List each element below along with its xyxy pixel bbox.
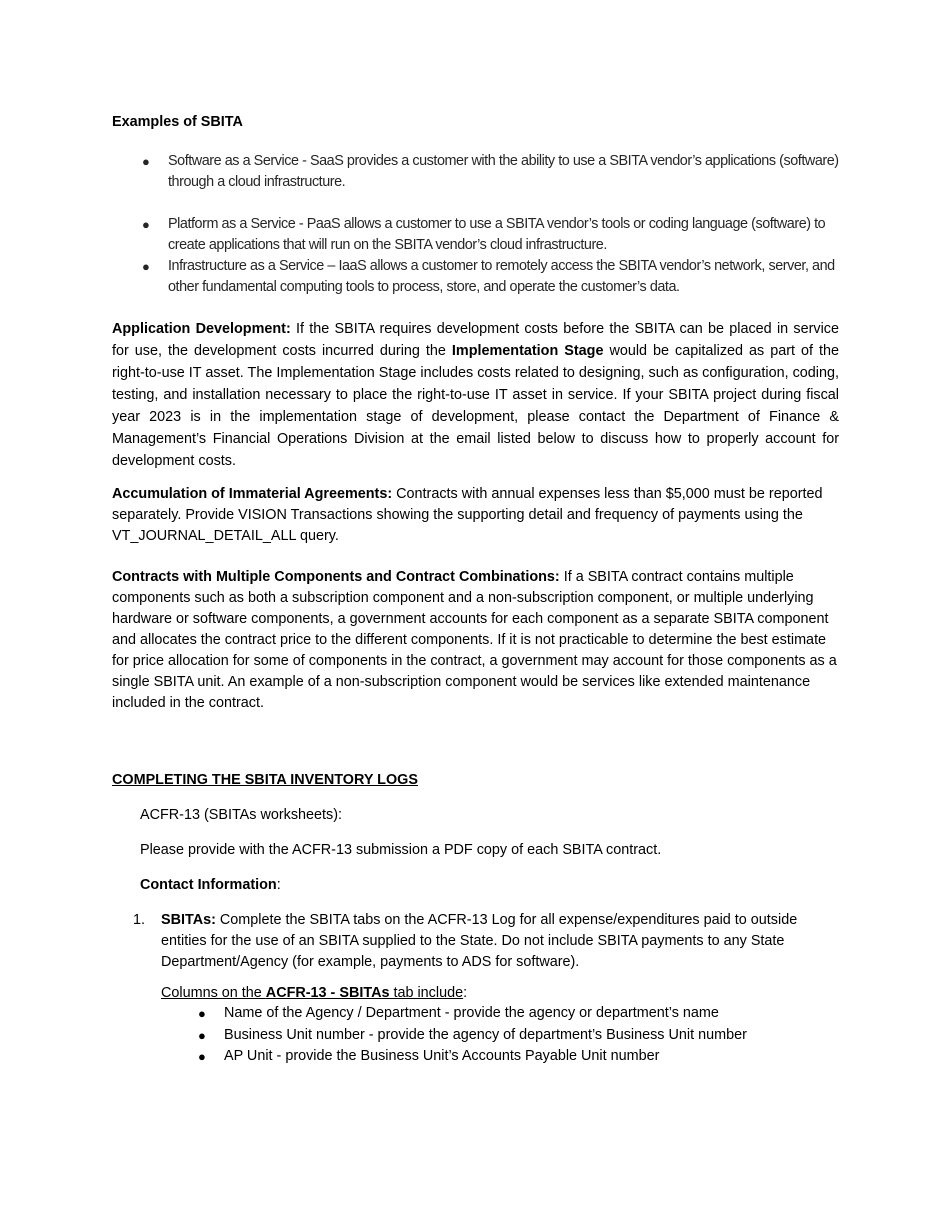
- columns-caption: [112, 983, 839, 1003]
- examples-heading: Examples of SBITA: [112, 114, 243, 130]
- list-item: [112, 1003, 839, 1025]
- contact-information-label: Contact Information: [140, 877, 277, 893]
- bullet-icon: ●: [198, 1027, 206, 1043]
- bullet-icon: ●: [198, 1049, 206, 1064]
- document-page: [112, 112, 839, 1068]
- list-item-text: Software as a Service - SaaS provides a customer with the ability to use a SBITA vendor’s applications (software) through a cloud infrastructure.: [168, 153, 839, 190]
- paragraph-text: If the SBITA requires development costs before the SBITA can be placed in service for use, the development costs incurred during the: [112, 321, 839, 359]
- colon-text: :: [463, 985, 468, 1001]
- sbitas-label: SBITAs:: [161, 912, 216, 928]
- bullet-icon: ●: [198, 1006, 206, 1021]
- immaterial-agreements-paragraph: [112, 484, 839, 547]
- columns-caption-suffix: tab include: [389, 985, 464, 1001]
- application-development-label: Application Development:: [112, 321, 291, 337]
- inventory-logs-heading: COMPLETING THE SBITA INVENTORY LOGS: [112, 772, 418, 788]
- acfr-13-line: ACFR-13 (SBITAs worksheets):: [140, 807, 343, 823]
- columns-caption-tab-name: ACFR-13 - SBITAs: [265, 985, 390, 1001]
- multiple-components-paragraph: [112, 567, 839, 714]
- columns-caption-prefix: Columns on the: [161, 985, 266, 1001]
- multiple-components-label: Contracts with Multiple Components and Contract Combinations:: [112, 569, 560, 585]
- paragraph-text: Contracts with annual expenses less than $5,000 must be reported separately. Provide VISION Transactions showing the supporting detail and frequency of payments using the VT_JOURNAL_DETAIL_ALL query.: [112, 486, 823, 544]
- item-number: 1.: [133, 912, 146, 928]
- list-item-text: Platform as a Service - PaaS allows a customer to use a SBITA vendor’s tools or coding language (software) to create applications that will run on the SBITA vendor’s cloud infrastructure.: [168, 216, 826, 253]
- colon-text: :: [276, 877, 281, 893]
- list-item-text: Business Unit number - provide the agency of department’s Business Unit number: [224, 1026, 747, 1043]
- paragraph-text: Complete the SBITA tabs on the ACFR-13 Log for all expense/expenditures paid to outside entities for the use of an SBITA supplied to the State. Do not include SBITA payments to any State Department/Agency (for example, payments to ADS for software).: [161, 912, 798, 970]
- bullet-icon: ●: [142, 154, 150, 169]
- list-item: [112, 256, 839, 298]
- pdf-copy-line: Please provide with the ACFR-13 submission a PDF copy of each SBITA contract.: [140, 842, 662, 858]
- examples-list: [112, 151, 839, 298]
- bullet-icon: ●: [142, 217, 150, 232]
- list-item: [112, 1025, 839, 1047]
- list-item: [112, 1046, 839, 1068]
- list-item-text: Infrastructure as a Service – IaaS allows a customer to remotely access the SBITA vendor’s network, server, and other fundamental computing tools to process, store, and operate the customer’s data.: [168, 258, 835, 295]
- implementation-stage-term: Implementation Stage: [451, 343, 604, 359]
- list-item: [112, 151, 839, 193]
- application-development-paragraph: [112, 318, 839, 472]
- list-item-text: Name of the Agency / Department - provide the agency or department’s name: [224, 1005, 719, 1021]
- paragraph-text: If a SBITA contract contains multiple components such as both a subscription component and a non-subscription component, or multiple underlying hardware or software components, a government accounts for each component as a separate SBITA component and allocates the contract price to the different components. If it is not practicable to determine the best estimate for price allocation for some of components in the contract, a government may account for those components as a single SBITA unit. An example of a non-subscription component would be services like extended maintenance included in the contract.: [112, 569, 837, 711]
- bullet-icon: ●: [142, 259, 150, 274]
- columns-list: [112, 1003, 839, 1068]
- list-item: [112, 214, 839, 256]
- immaterial-agreements-label: Accumulation of Immaterial Agreements:: [112, 486, 393, 502]
- contact-information-line: [112, 875, 839, 895]
- list-item-text: AP Unit - provide the Business Unit’s Accounts Payable Unit number: [224, 1048, 660, 1064]
- sbitas-numbered-item: [112, 910, 839, 973]
- paragraph-text: would be capitalized as part of the right-to-use IT asset. The Implementation Stage includes costs related to designing, such as configuration, coding, testing, and installation necessary to place the right-to-use IT asset in service. If your SBITA project during fiscal year 2023 is in the implementation stage of development, please contact the Department of Finance & Management’s Financial Operations Division at the email listed below to discuss how to properly account for development costs.: [112, 343, 839, 469]
